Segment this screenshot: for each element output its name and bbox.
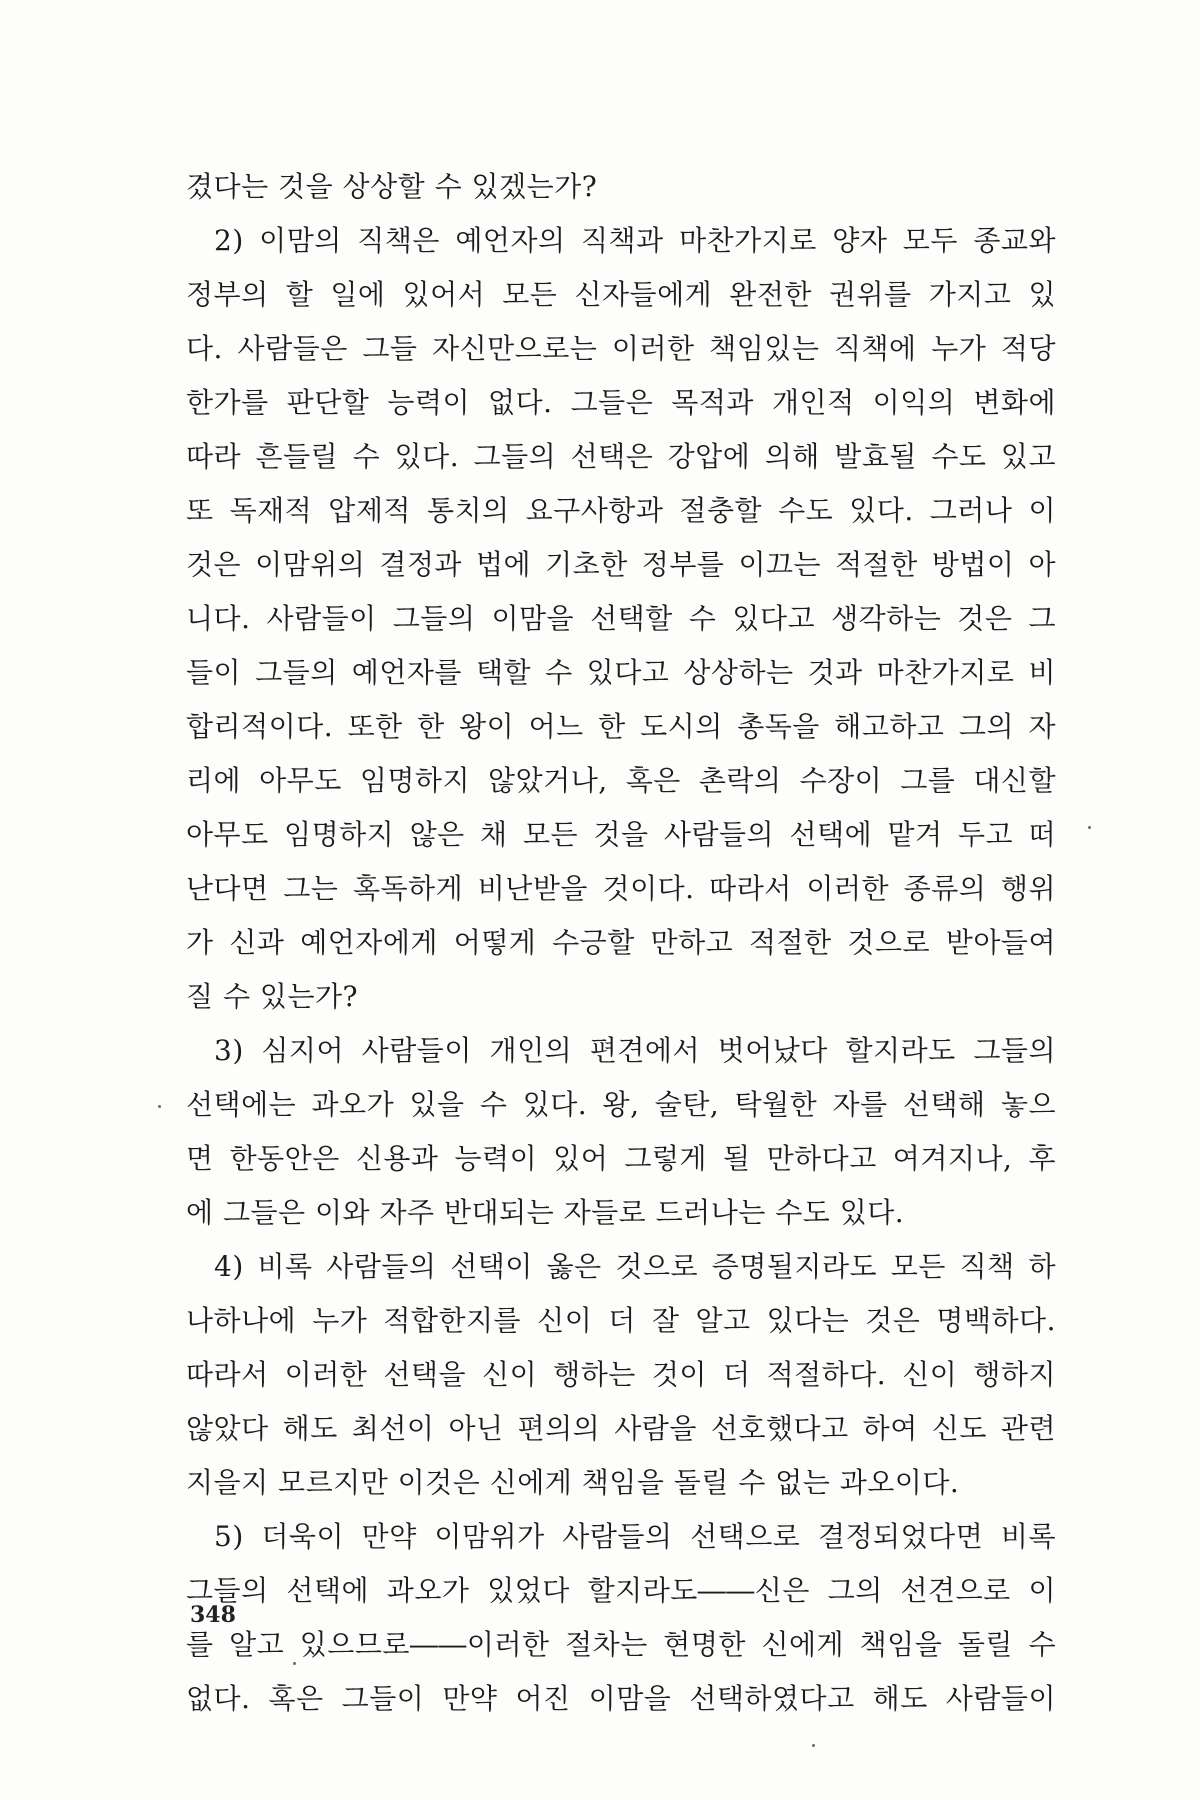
text-line: 선택에는 과오가 있을 수 있다. 왕, 술탄, 탁월한 자를 선택해 놓으 — [186, 1088, 1056, 1121]
text-line: 난다면 그는 혹독하게 비난받을 것이다. 따라서 이러한 종류의 행위 — [186, 872, 1056, 905]
text-line: 를 알고 있으므로――이러한 절차는 현명한 신에게 책임을 돌릴 수 — [186, 1628, 1056, 1661]
text-line: 지을지 모르지만 이것은 신에게 책임을 돌릴 수 없는 과오이다. — [186, 1466, 960, 1499]
text-line: 한가를 판단할 능력이 없다. 그들은 목적과 개인적 이익의 변화에 — [186, 386, 1056, 419]
text-line: 질 수 있는가? — [186, 980, 359, 1013]
body-text — [186, 160, 1056, 1726]
text-line: 또 독재적 압제적 통치의 요구사항과 절충할 수도 있다. 그러나 이 — [186, 494, 1056, 527]
scan-speck — [1088, 826, 1091, 829]
paragraph-3-start: 3) 심지어 사람들이 개인의 편견에서 벗어났다 할지라도 그들의 — [214, 1034, 1056, 1067]
paragraph-4-start: 4) 비록 사람들의 선택이 옳은 것으로 증명될지라도 모든 직책 하 — [214, 1250, 1056, 1283]
text-line: 리에 아무도 임명하지 않았거나, 혹은 촌락의 수장이 그를 대신할 — [186, 764, 1056, 797]
text-line: 아무도 임명하지 않은 채 모든 것을 사람들의 선택에 맡겨 두고 떠 — [186, 818, 1056, 851]
paragraph-5-start: 5) 더욱이 만약 이맘위가 사람들의 선택으로 결정되었다면 비록 — [214, 1520, 1056, 1553]
text-line: 없다. 혹은 그들이 만약 어진 이맘을 선택하였다고 해도 사람들이 — [186, 1682, 1056, 1715]
text-line: 그들의 선택에 과오가 있었다 할지라도――신은 그의 선견으로 이 — [186, 1574, 1056, 1607]
text-line: 면 한동안은 신용과 능력이 있어 그렇게 될 만하다고 여겨지나, 후 — [186, 1142, 1056, 1175]
page-number: 348 — [190, 1602, 236, 1628]
text-line: 따라 흔들릴 수 있다. 그들의 선택은 강압에 의해 발효될 수도 있고 — [186, 440, 1056, 473]
text-line: 나하나에 누가 적합한지를 신이 더 잘 알고 있다는 것은 명백하다. — [186, 1304, 1056, 1337]
text-line: 합리적이다. 또한 한 왕이 어느 한 도시의 총독을 해고하고 그의 자 — [186, 710, 1056, 743]
text-line: 않았다 해도 최선이 아닌 편의의 사람을 선호했다고 하여 신도 관련 — [186, 1412, 1056, 1445]
text-line: 에 그들은 이와 자주 반대되는 자들로 드러나는 수도 있다. — [186, 1196, 905, 1229]
text-line: 들이 그들의 예언자를 택할 수 있다고 상상하는 것과 마찬가지로 비 — [186, 656, 1056, 689]
scan-speck — [293, 1662, 296, 1665]
text-line: 것은 이맘위의 결정과 법에 기초한 정부를 이끄는 적절한 방법이 아 — [186, 548, 1056, 581]
scan-speck — [158, 1105, 161, 1108]
text-line: 가 신과 예언자에게 어떻게 수긍할 만하고 적절한 것으로 받아들여 — [186, 926, 1056, 959]
text-line: 겼다는 것을 상상할 수 있겠는가? — [186, 170, 598, 203]
text-line: 니다. 사람들이 그들의 이맘을 선택할 수 있다고 생각하는 것은 그 — [186, 602, 1056, 635]
text-line: 정부의 할 일에 있어서 모든 신자들에게 완전한 권위를 가지고 있 — [186, 278, 1056, 311]
paragraph-2-start: 2) 이맘의 직책은 예언자의 직책과 마찬가지로 양자 모두 종교와 — [214, 224, 1056, 257]
text-line: 따라서 이러한 선택을 신이 행하는 것이 더 적절하다. 신이 행하지 — [186, 1358, 1056, 1391]
scan-speck — [812, 1744, 815, 1747]
text-line: 다. 사람들은 그들 자신만으로는 이러한 책임있는 직책에 누가 적당 — [186, 332, 1056, 365]
